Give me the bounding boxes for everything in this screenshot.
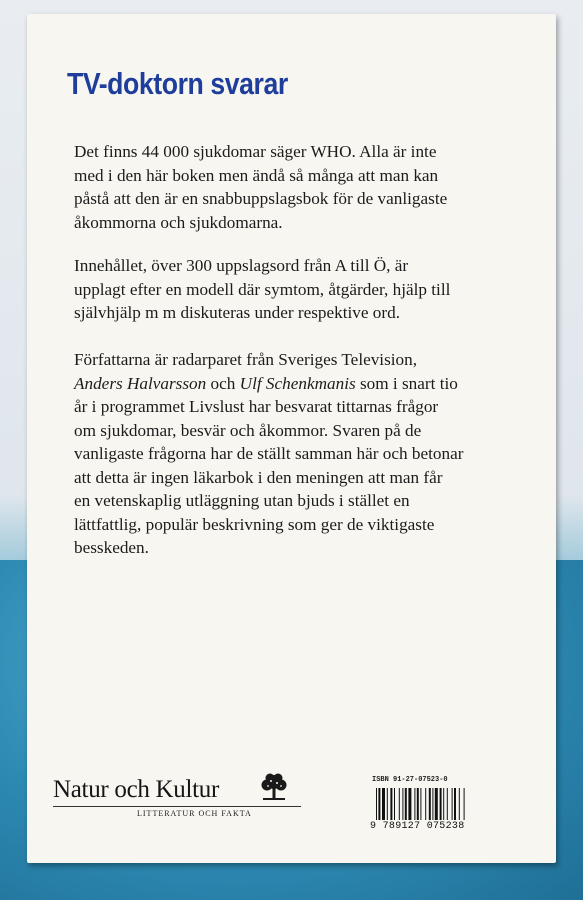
divider [53, 806, 301, 807]
text-line: med i den här boken men ändå så många att man kan [74, 165, 439, 185]
barcode-bar [378, 788, 380, 820]
paragraph-authors [74, 348, 544, 560]
text-line: om sjukdomar, besvär och åkommor. Svaren på de [74, 420, 422, 440]
barcode-bar [387, 788, 388, 820]
barcode-bar [394, 788, 395, 820]
text-line: år i programmet Livslust har besvarat tittarnas frågor [74, 397, 439, 416]
text-line: att detta är ingen läkarbok i den meningen att man får [74, 467, 443, 487]
text-line: Innehållet, över 300 uppslagsord från A till Ö, är [74, 256, 409, 275]
text-line: en vetenskaplig utläggning utan bjuds i stället en [74, 491, 410, 510]
publisher-logo [53, 776, 313, 816]
text-line: åkommorna och sjukdomarna. [74, 212, 283, 232]
author-name: Anders Halvarsson [74, 373, 207, 393]
barcode-digits: 9 789127 075238 [370, 821, 465, 832]
barcode-bar [402, 788, 403, 820]
isbn-label: ISBN 91-27-07523-0 [372, 776, 448, 784]
paragraph-intro [74, 140, 544, 234]
text-line: upplagt efter en modell där symtom, åtgärder, hjälp till [74, 279, 451, 299]
barcode-bar [429, 788, 431, 820]
barcode-bar [464, 788, 465, 820]
barcode-bar [432, 788, 433, 820]
barcode-bar [376, 788, 377, 820]
text-line: lättfattlig, populär beskrivning som ger de viktigaste [74, 514, 435, 534]
barcode-bar [414, 788, 415, 820]
barcode-bar [440, 788, 442, 820]
barcode-bar [399, 788, 400, 820]
paragraph-content [74, 254, 544, 325]
barcode-bar [459, 788, 460, 820]
text-line: självhjälp m m diskuteras under respektive ord. [74, 303, 401, 322]
barcode-bar [420, 788, 421, 820]
barcode-bar [447, 788, 448, 820]
barcode-bar [408, 788, 411, 820]
barcode [376, 788, 494, 820]
conjunction: och [206, 373, 240, 393]
tree-icon [257, 772, 291, 804]
barcode-bar [425, 788, 426, 820]
text-line: Författarna är radarparet från Sveriges Television, [74, 350, 418, 369]
barcode-bar [405, 788, 407, 820]
text-line: vanligaste frågorna har de ställt samman här och betonar [74, 444, 464, 463]
book-title: TV-doktorn svarar [67, 66, 288, 101]
book-back-cover [27, 14, 556, 863]
text-line: Det finns 44 000 sjukdomar säger WHO. Alla är inte [74, 142, 437, 161]
author-name: Ulf Schenkmanis [239, 373, 356, 393]
publisher-name: Natur och Kultur [53, 776, 219, 803]
barcode-bar [435, 788, 438, 820]
barcode-bar [443, 788, 444, 820]
barcode-bar [382, 788, 385, 820]
barcode-bar [390, 788, 392, 820]
text-line-authors [74, 372, 544, 396]
text-line-rest: som i snart tio [355, 373, 458, 393]
publisher-tagline: LITTERATUR OCH FAKTA [137, 809, 252, 818]
text-line: besskeden. [74, 538, 149, 557]
barcode-bar [452, 788, 453, 820]
barcode-bar [454, 788, 456, 820]
barcode-bar [417, 788, 419, 820]
text-line: påstå att den är en snabbuppslagsbok för de vanligaste [74, 189, 448, 208]
